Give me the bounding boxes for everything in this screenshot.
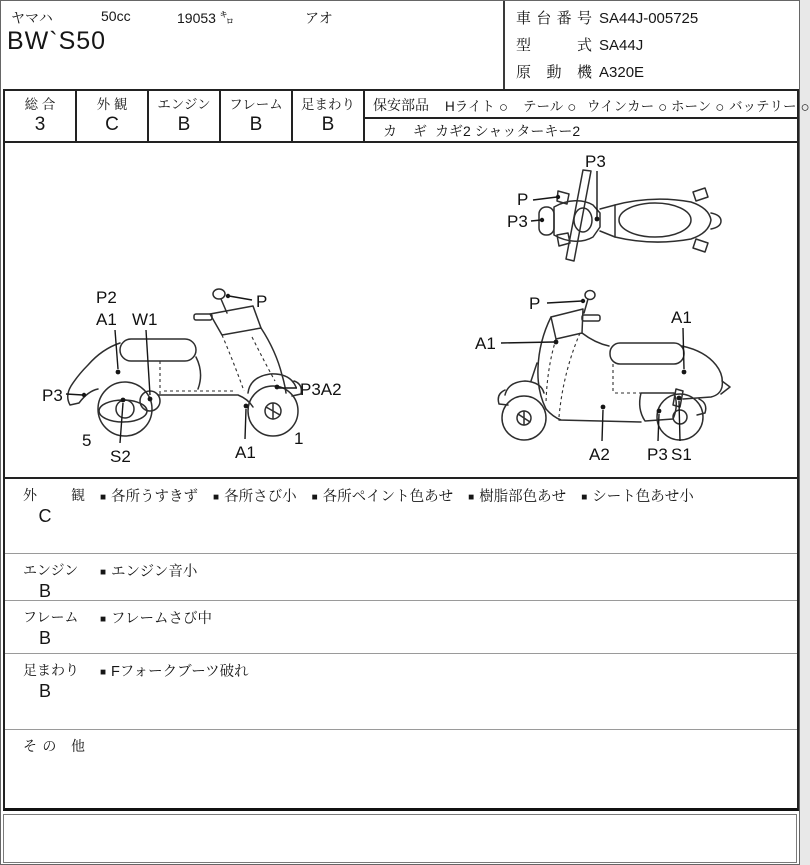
diagram-label-a1-shield: A1 xyxy=(475,334,496,353)
model-name: BW`S50 xyxy=(7,27,107,55)
grip xyxy=(582,315,600,321)
body-top xyxy=(582,333,609,346)
note-item: ■ 各所うすきず xyxy=(100,489,199,505)
grade-cell-undercarriage xyxy=(293,91,365,141)
note-list-undercarriage xyxy=(100,660,787,681)
seat xyxy=(619,203,691,237)
deck-lines xyxy=(600,205,615,237)
key-label: カ ギ xyxy=(383,123,427,139)
note-list-frame xyxy=(100,607,787,628)
remarks-empty-box xyxy=(3,814,797,863)
grade-cell-engine xyxy=(149,91,221,141)
section-grade-engine: B xyxy=(38,581,51,601)
front-fender xyxy=(498,381,544,405)
grade-cell-frame xyxy=(221,91,293,141)
diagram-label-p-mirror: P xyxy=(529,294,541,313)
side-cover xyxy=(640,393,677,421)
leg-shield-inner xyxy=(546,339,556,403)
model-code-value: SA44J xyxy=(599,37,644,54)
diagram-label-a2: A2 xyxy=(589,445,610,464)
note-item: ■ 樹脂部色あせ xyxy=(468,489,567,505)
section-label-other: その 他 xyxy=(23,738,85,754)
rear-tip xyxy=(711,213,721,229)
section-undercarriage xyxy=(5,654,797,730)
section-label-undercarriage: 足まわり xyxy=(23,662,79,678)
leg-shield-front xyxy=(261,328,286,393)
leg-shield-front xyxy=(538,317,551,409)
diagram-label-p2: P2 xyxy=(96,288,117,307)
chassis-number-label: 車台番号 xyxy=(516,10,592,27)
scooter-right-view-diagram xyxy=(443,283,783,469)
grade-value-exterior: C xyxy=(105,114,119,135)
grade-value-frame: B xyxy=(249,114,263,135)
chassis-number-row xyxy=(516,7,698,28)
rear-hub xyxy=(116,400,134,418)
mirror xyxy=(213,289,225,299)
body-dash xyxy=(613,364,673,393)
front-cowl xyxy=(554,201,600,242)
fork xyxy=(531,363,537,381)
seat xyxy=(610,343,684,364)
diagram-label-p-mirror: P xyxy=(517,190,529,209)
engine-code-label: 原動機 xyxy=(516,64,592,81)
body-outline xyxy=(615,199,711,242)
bullet-icon: ■ xyxy=(100,491,107,503)
pass-mark: ○ xyxy=(658,99,668,116)
safety-parts-row xyxy=(365,91,810,119)
diagram-label-w1: W1 xyxy=(132,310,158,329)
model-code-row xyxy=(516,34,643,55)
diagram-label-p3-cover: P3 xyxy=(647,445,668,464)
model-code-label: 型式 xyxy=(516,37,592,54)
grade-cell-exterior xyxy=(77,91,149,141)
diagram-label-p3-flap: P3 xyxy=(42,386,63,405)
bullet-icon: ■ xyxy=(581,491,588,503)
bullet-icon: ■ xyxy=(311,491,318,503)
note-item: ■ 各所さび小 xyxy=(213,489,297,505)
diagram-label-a1-front: A1 xyxy=(235,443,256,462)
diagram-label-1: 1 xyxy=(294,429,304,448)
mileage: 19053 ㌔ xyxy=(177,10,234,26)
note-item: ■ Fフォークブーツ破れ xyxy=(100,664,249,680)
grade-label-undercarriage: 足まわり xyxy=(301,97,355,112)
diagram-label-a1-cowl: A1 xyxy=(671,308,692,327)
pass-mark: ○ xyxy=(567,99,577,116)
note-item: ■ 各所ペイント色あせ xyxy=(311,489,454,505)
pass-mark: ○ xyxy=(498,99,508,116)
condition-notes xyxy=(3,479,799,811)
section-label-engine: エンジン xyxy=(23,562,79,578)
diagram-label-p3-fender: P3 xyxy=(507,212,528,231)
grip xyxy=(194,314,212,320)
displacement: 50cc xyxy=(101,8,131,24)
seat xyxy=(120,339,196,361)
bullet-icon: ■ xyxy=(100,566,107,578)
diagram-label-p3a2: P3A2 xyxy=(300,380,342,399)
grade-value-engine: B xyxy=(177,114,191,135)
header-divider xyxy=(503,1,505,89)
grade-label-overall: 総 合 xyxy=(24,97,56,112)
floor xyxy=(546,409,641,422)
diagram-label-p3-deck: P3 xyxy=(585,152,606,171)
grade-label-exterior: 外 観 xyxy=(96,97,128,112)
handlebar-cover xyxy=(551,309,583,339)
safety-item-horn: ホーン ○ xyxy=(671,99,725,116)
body-mid xyxy=(196,357,201,389)
safety-item-tail: テール ○ xyxy=(523,99,577,116)
diagram-label-a1-rear: A1 xyxy=(96,310,117,329)
maker-name: ヤマハ xyxy=(11,10,53,26)
floor xyxy=(158,395,253,407)
handlebar xyxy=(566,170,591,261)
floor-dash xyxy=(160,361,234,395)
diagram-label-5: 5 xyxy=(82,431,92,450)
section-label-frame: フレーム xyxy=(23,609,79,625)
diagram-label-s1: S1 xyxy=(671,445,692,464)
note-item: ■ シート色あせ小 xyxy=(581,489,694,505)
safety-parts-label: 保安部品 xyxy=(373,97,429,113)
bullet-icon: ■ xyxy=(213,491,220,503)
grade-table xyxy=(3,89,810,143)
bullet-icon: ■ xyxy=(468,491,475,503)
scooter-top-view-diagram xyxy=(473,149,735,271)
damage-diagram-box xyxy=(3,143,799,479)
grade-value-undercarriage: B xyxy=(321,114,335,135)
section-other xyxy=(5,730,797,804)
key-row xyxy=(365,119,797,141)
body-color: アオ xyxy=(305,10,333,26)
section-grade-frame: B xyxy=(38,628,51,648)
section-grade-undercarriage: B xyxy=(38,681,51,701)
safety-item-headlight: Hライト ○ xyxy=(445,99,508,116)
section-grade-exterior: C xyxy=(38,506,52,526)
pass-mark: ○ xyxy=(800,99,810,116)
leg-shield-inner xyxy=(222,335,244,391)
engine-code-row xyxy=(516,61,644,82)
scooter-left-view-diagram xyxy=(38,283,378,469)
note-item: ■ エンジン音小 xyxy=(100,564,198,580)
grade-label-frame: フレーム xyxy=(229,97,283,112)
grade-label-engine: エンジン xyxy=(157,97,211,112)
safety-item-winker: ウインカー ○ xyxy=(587,99,668,116)
grade-value-overall: 3 xyxy=(34,114,46,135)
diagram-label-s2: S2 xyxy=(110,447,131,466)
bullet-icon: ■ xyxy=(100,613,107,625)
note-item: ■ フレームさび中 xyxy=(100,611,212,627)
key-value: カギ2 シャッターキー2 xyxy=(435,123,581,139)
rear-body xyxy=(68,343,120,405)
section-label-exterior: 外 観 xyxy=(23,487,85,503)
section-engine xyxy=(5,554,797,601)
safety-item-battery: バッテリー ○ xyxy=(729,99,810,116)
diagram-label-p-mirror: P xyxy=(256,292,268,311)
chassis-number-value: SA44J-005725 xyxy=(599,10,699,27)
section-frame xyxy=(5,601,797,654)
note-list-engine xyxy=(100,560,787,581)
note-list-exterior xyxy=(100,485,787,506)
pass-mark: ○ xyxy=(715,99,725,116)
grade-cell-overall xyxy=(5,91,77,141)
safety-parts-panel xyxy=(365,91,810,141)
section-exterior xyxy=(5,479,797,554)
rear-cowl xyxy=(682,346,722,399)
mirror xyxy=(585,291,595,300)
handlebar-cover xyxy=(210,306,261,335)
rear-signals xyxy=(693,188,708,252)
engine-code-value: A320E xyxy=(599,64,645,81)
bullet-icon: ■ xyxy=(100,666,107,678)
leg-shield-inner2 xyxy=(559,333,580,417)
